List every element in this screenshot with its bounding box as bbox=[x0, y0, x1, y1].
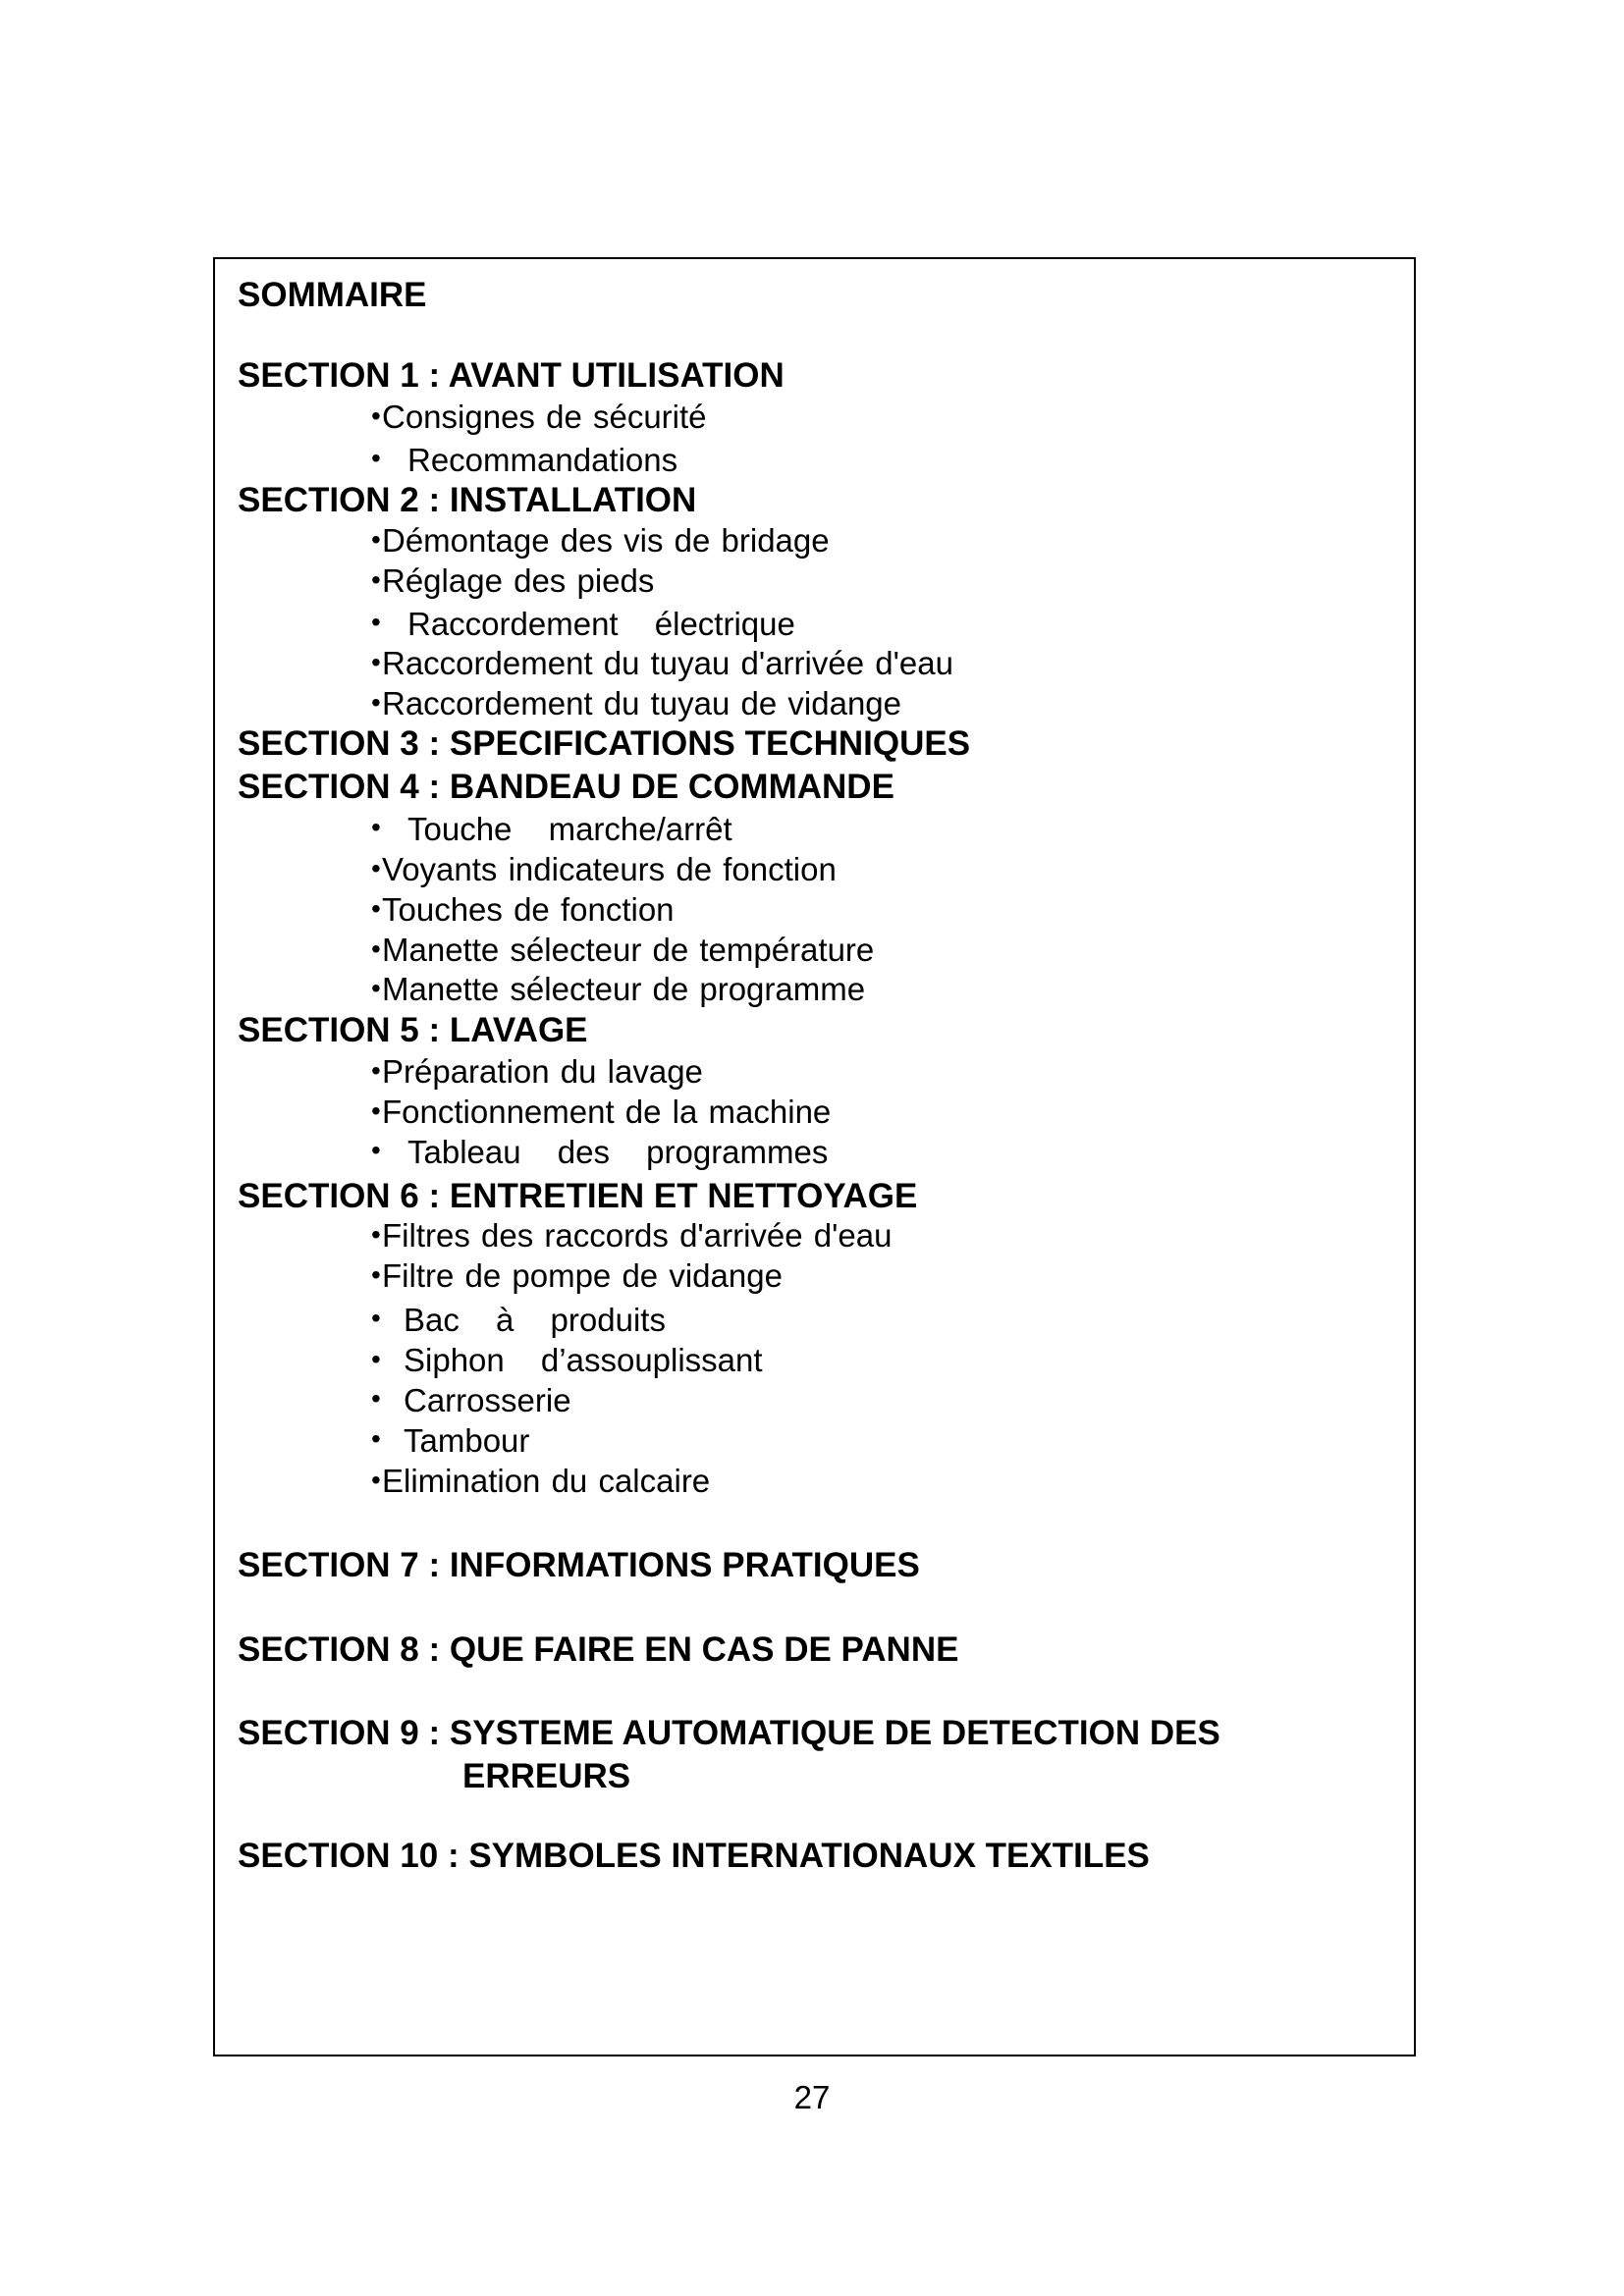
section-4-item: Touches de fonction bbox=[382, 891, 675, 928]
bullet-icon: • bbox=[371, 1423, 381, 1454]
section-2-item: Raccordement du tuyau de vidange bbox=[382, 685, 902, 721]
bullet-icon: • bbox=[371, 973, 381, 1003]
section-6-item: Filtres des raccords d'arrivée d'eau bbox=[382, 1217, 893, 1254]
bullet-icon: • bbox=[371, 1383, 381, 1414]
section-4-item: Manette sélecteur de température bbox=[382, 932, 875, 968]
bullet-icon: • bbox=[371, 647, 381, 677]
section-6-item: Tambour bbox=[404, 1422, 530, 1459]
section-6-item: Bac à produits bbox=[404, 1302, 666, 1338]
section-5-item: Fonctionnement de la machine bbox=[382, 1094, 832, 1130]
bullet-icon: • bbox=[371, 607, 381, 637]
section-7-heading: SECTION 7 : INFORMATIONS PRATIQUES bbox=[238, 1546, 920, 1584]
bullet-icon: • bbox=[371, 1259, 381, 1290]
page-number: 27 bbox=[793, 2079, 831, 2115]
bullet-icon: • bbox=[371, 1465, 381, 1495]
bullet-icon: • bbox=[371, 1344, 381, 1374]
section-8-heading: SECTION 8 : QUE FAIRE EN CAS DE PANNE bbox=[238, 1630, 959, 1669]
section-1-item: Consignes de sécurité bbox=[382, 399, 707, 435]
section-6-item: Elimination du calcaire bbox=[382, 1463, 711, 1499]
section-4-item: Manette sélecteur de programme bbox=[382, 971, 866, 1007]
section-6-item: Filtre de pompe de vidange bbox=[382, 1257, 783, 1294]
toc-title: SOMMAIRE bbox=[238, 276, 427, 314]
section-4-item: Voyants indicateurs de fonction bbox=[382, 851, 837, 887]
section-1-item: Recommandations bbox=[407, 442, 678, 478]
section-6-heading: SECTION 6 : ENTRETIEN ET NETTOYAGE bbox=[238, 1177, 918, 1215]
section-2-item: Raccordement du tuyau d'arrivée d'eau bbox=[382, 645, 953, 681]
bullet-icon: • bbox=[371, 400, 381, 431]
bullet-icon: • bbox=[371, 893, 381, 924]
section-5-heading: SECTION 5 : LAVAGE bbox=[238, 1011, 588, 1049]
section-2-item: Démontage des vis de bridage bbox=[382, 522, 830, 559]
bullet-icon: • bbox=[371, 443, 381, 473]
section-2-heading: SECTION 2 : INSTALLATION bbox=[238, 481, 697, 519]
bullet-icon: • bbox=[371, 934, 381, 964]
section-6-item: Carrosserie bbox=[404, 1382, 571, 1418]
bullet-icon: • bbox=[371, 1055, 381, 1086]
bullet-icon: • bbox=[371, 564, 381, 595]
section-5-item: Préparation du lavage bbox=[382, 1053, 703, 1090]
section-4-heading: SECTION 4 : BANDEAU DE COMMANDE bbox=[238, 768, 894, 806]
bullet-icon: • bbox=[371, 853, 381, 883]
section-1-heading: SECTION 1 : AVANT UTILISATION bbox=[238, 356, 785, 395]
bullet-icon: • bbox=[371, 524, 381, 555]
section-4-item: Touche marche/arrêt bbox=[407, 811, 732, 847]
bullet-icon: • bbox=[371, 1095, 381, 1126]
section-10-heading: SECTION 10 : SYMBOLES INTERNATIONAUX TEXTILES bbox=[238, 1837, 1150, 1875]
section-3-heading: SECTION 3 : SPECIFICATIONS TECHNIQUES bbox=[238, 724, 971, 763]
bullet-icon: • bbox=[371, 1135, 381, 1165]
section-2-item: Raccordement électrique bbox=[407, 606, 795, 642]
bullet-icon: • bbox=[371, 812, 381, 842]
section-9-heading-continuation: ERREURS bbox=[462, 1757, 631, 1795]
section-6-item: Siphon d’assouplissant bbox=[404, 1342, 763, 1378]
bullet-icon: • bbox=[371, 1303, 381, 1333]
section-5-item: Tableau des programmes bbox=[407, 1134, 829, 1170]
section-2-item: Réglage des pieds bbox=[382, 562, 655, 599]
section-9-heading: SECTION 9 : SYSTEME AUTOMATIQUE DE DETECTION DES bbox=[238, 1714, 1220, 1752]
bullet-icon: • bbox=[371, 687, 381, 718]
bullet-icon: • bbox=[371, 1219, 381, 1250]
